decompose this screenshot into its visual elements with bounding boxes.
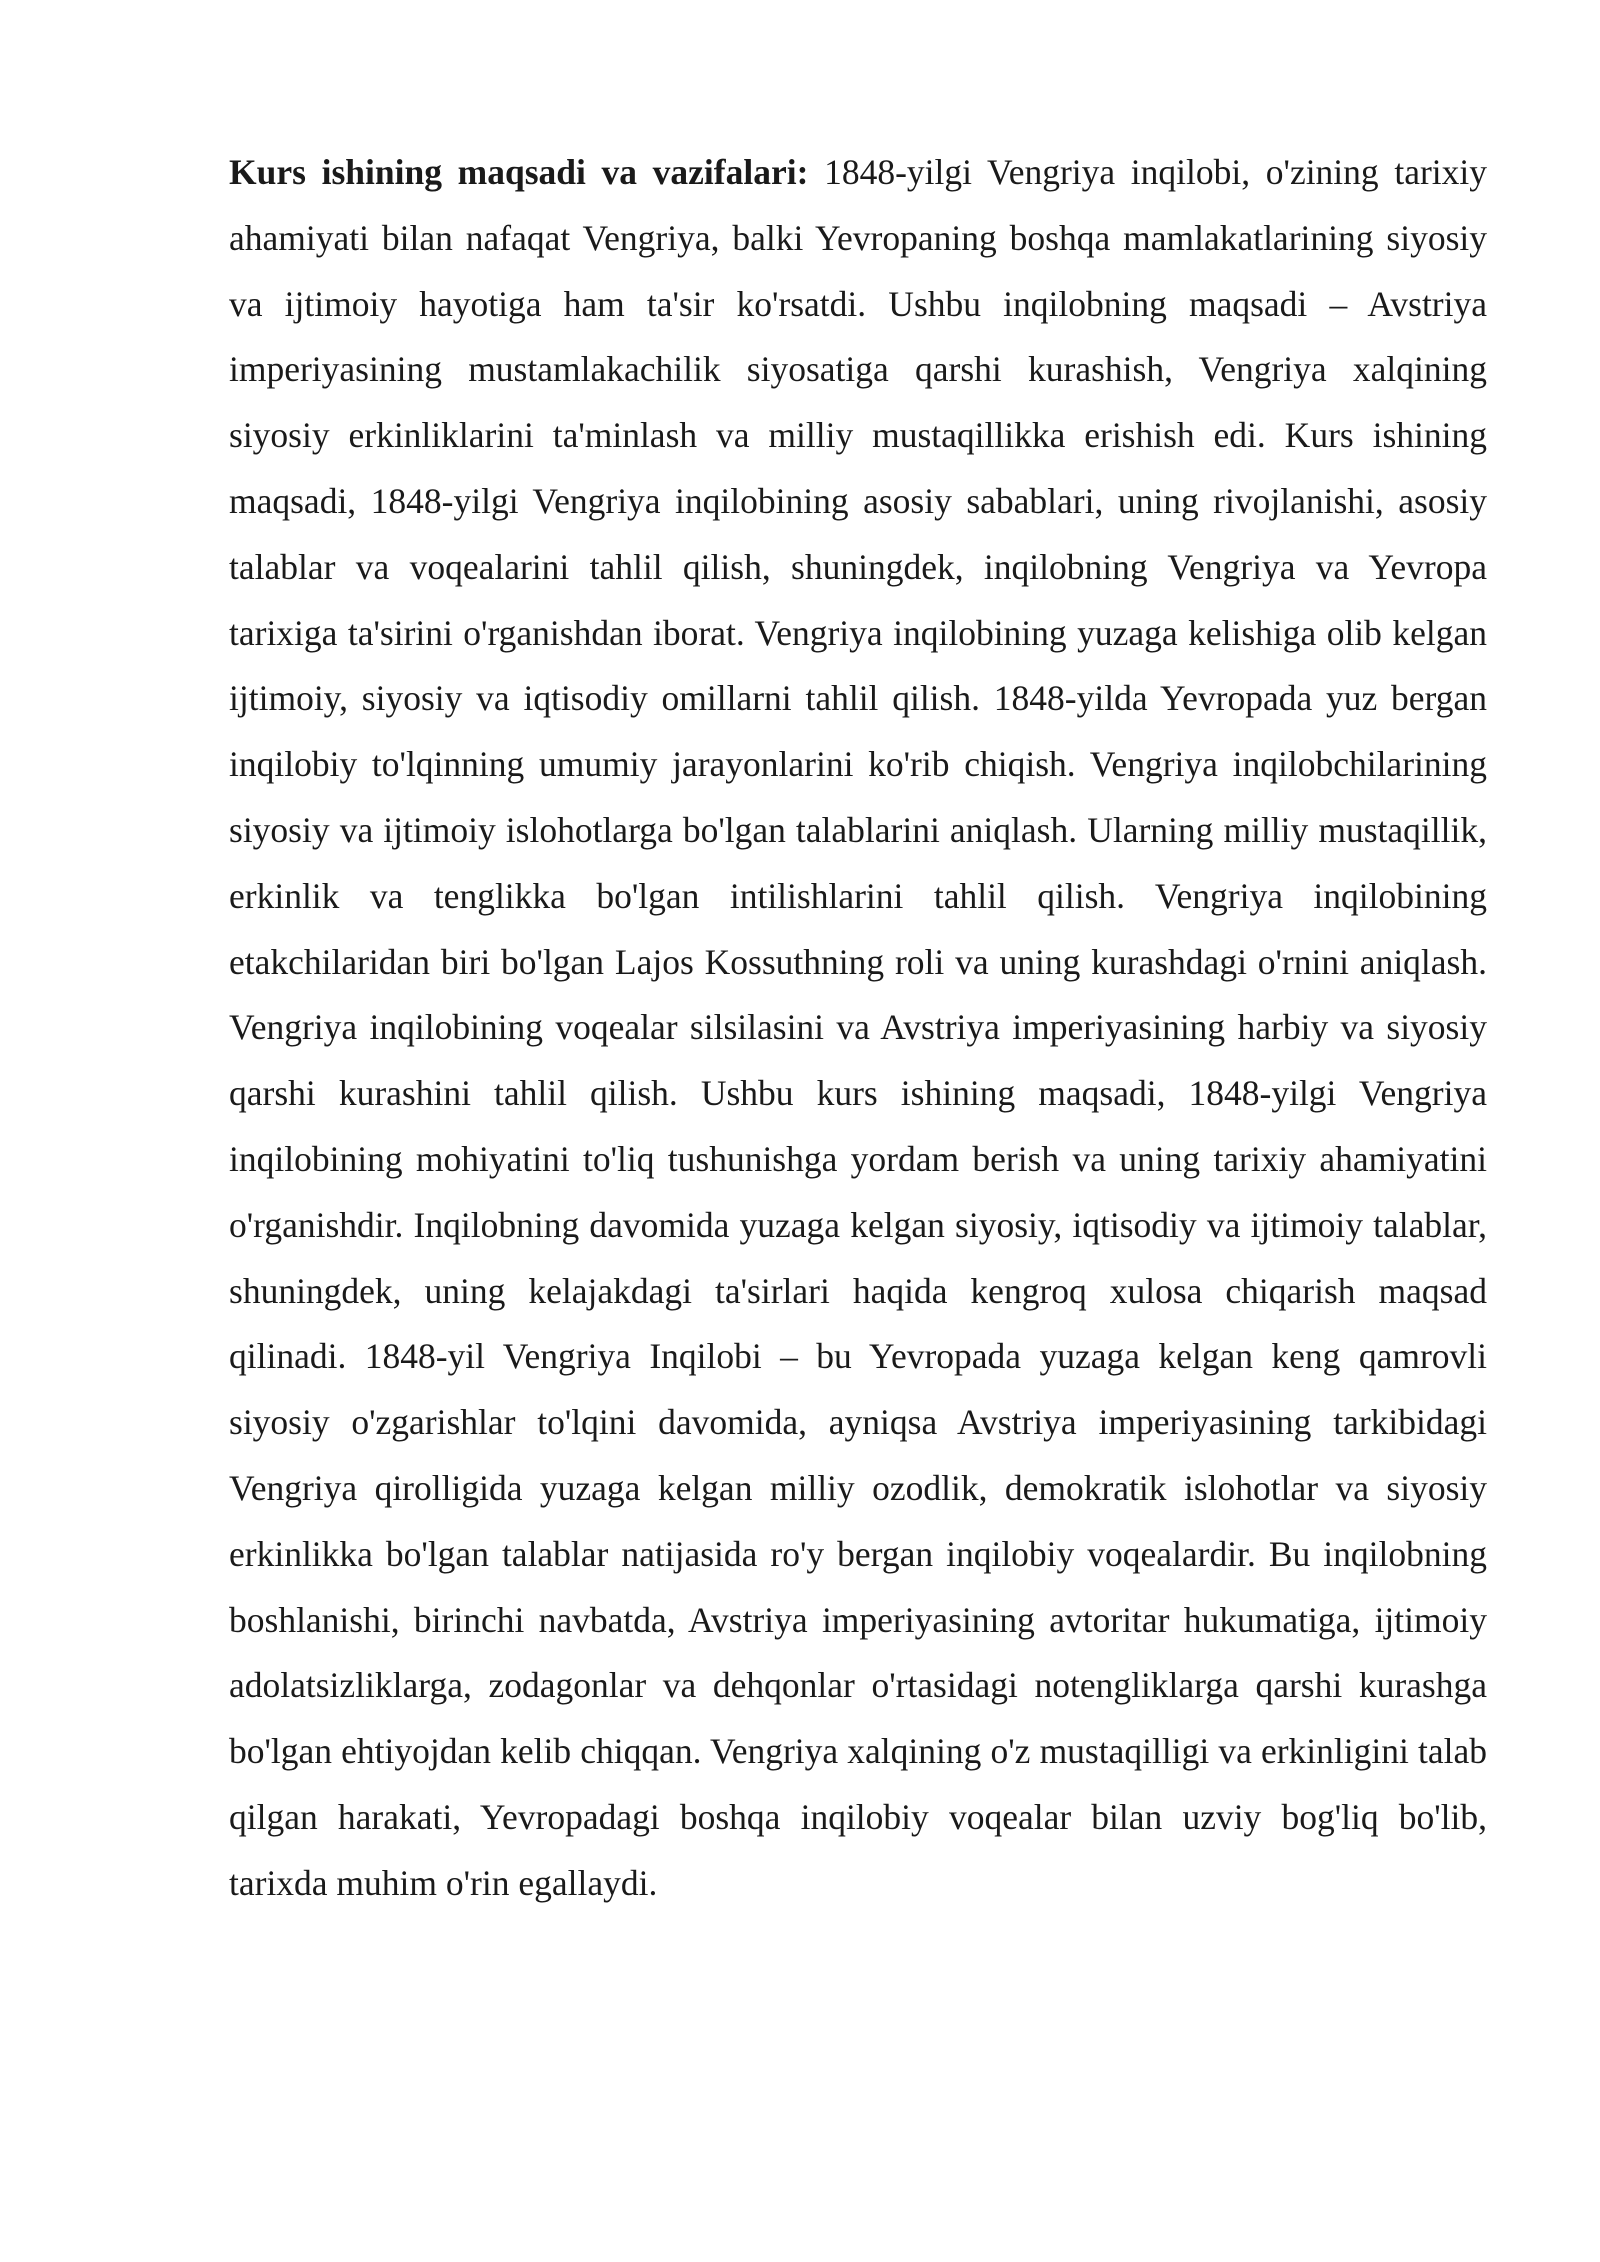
section-heading: Kurs ishining maqsadi va vazifalari:	[229, 152, 809, 192]
body-paragraph	[229, 140, 1487, 1917]
paragraph-text: 1848-yilgi Vengriya inqilobi, o'zining tarixiy ahamiyati bilan nafaqat Vengriya, balki Yevropaning boshqa mamlakatlarining siyosiy va ijtimoiy hayotiga ham ta'sir ko'rsatdi. Ushbu inqilobning maqsadi – Avstriya imperiyasining mustamlakachilik siyosatiga qarshi kurashish, Vengriya xalqining siyosiy erkinliklarini ta'minlash va milliy mustaqillikka erishish edi. Kurs ishining maqsadi, 1848-yilgi Vengriya inqilobining asosiy sabablari, uning rivojlanishi, asosiy talablar va voqealarini tahlil qilish, shuningdek, inqilobning Vengriya va Yevropa tarixiga ta'sirini o'rganishdan iborat. Vengriya inqilobining yuzaga kelishiga olib kelgan ijtimoiy, siyosiy va iqtisodiy omillarni tahlil qilish. 1848-yilda Yevropada yuz bergan inqilobiy to'lqinning umumiy jarayonlarini ko'rib chiqish. Vengriya inqilobchilarining siyosiy va ijtimoiy islohotlarga bo'lgan talablarini aniqlash. Ularning milliy mustaqillik, erkinlik va tenglikka bo'lgan intilishlarini tahlil qilish. Vengriya inqilobining etakchilaridan biri bo'lgan Lajos Kossuthning roli va uning kurashdagi o'rnini aniqlash. Vengriya inqilobining voqealar silsilasini va Avstriya imperiyasining harbiy va siyosiy qarshi kurashini tahlil qilish. Ushbu kurs ishining maqsadi, 1848-yilgi Vengriya inqilobining mohiyatini to'liq tushunishga yordam berish va uning tarixiy ahamiyatini o'rganishdir. Inqilobning davomida yuzaga kelgan siyosiy, iqtisodiy va ijtimoiy talablar, shuningdek, uning kelajakdagi ta'sirlari haqida kengroq xulosa chiqarish maqsad qilinadi. 1848-yil Vengriya Inqilobi – bu Yevropada yuzaga kelgan keng qamrovli siyosiy o'zgarishlar to'lqini davomida, ayniqsa Avstriya imperiyasining tarkibidagi Vengriya qirolligida yuzaga kelgan milliy ozodlik, demokratik islohotlar va siyosiy erkinlikka bo'lgan talablar natijasida ro'y bergan inqilobiy voqealardir. Bu inqilobning boshlanishi, birinchi navbatda, Avstriya imperiyasining avtoritar hukumatiga, ijtimoiy adolatsizliklarga, zodagonlar va dehqonlar o'rtasidagi notengliklarga qarshi kurashga bo'lgan ehtiyojdan kelib chiqqan. Vengriya xalqining o'z mustaqilligi va erkinligini talab qilgan harakati, Yevropadagi boshqa inqilobiy voqealar bilan uzviy bog'liq bo'lib, tarixda muhim o'rin egallaydi.	[229, 152, 1487, 1903]
